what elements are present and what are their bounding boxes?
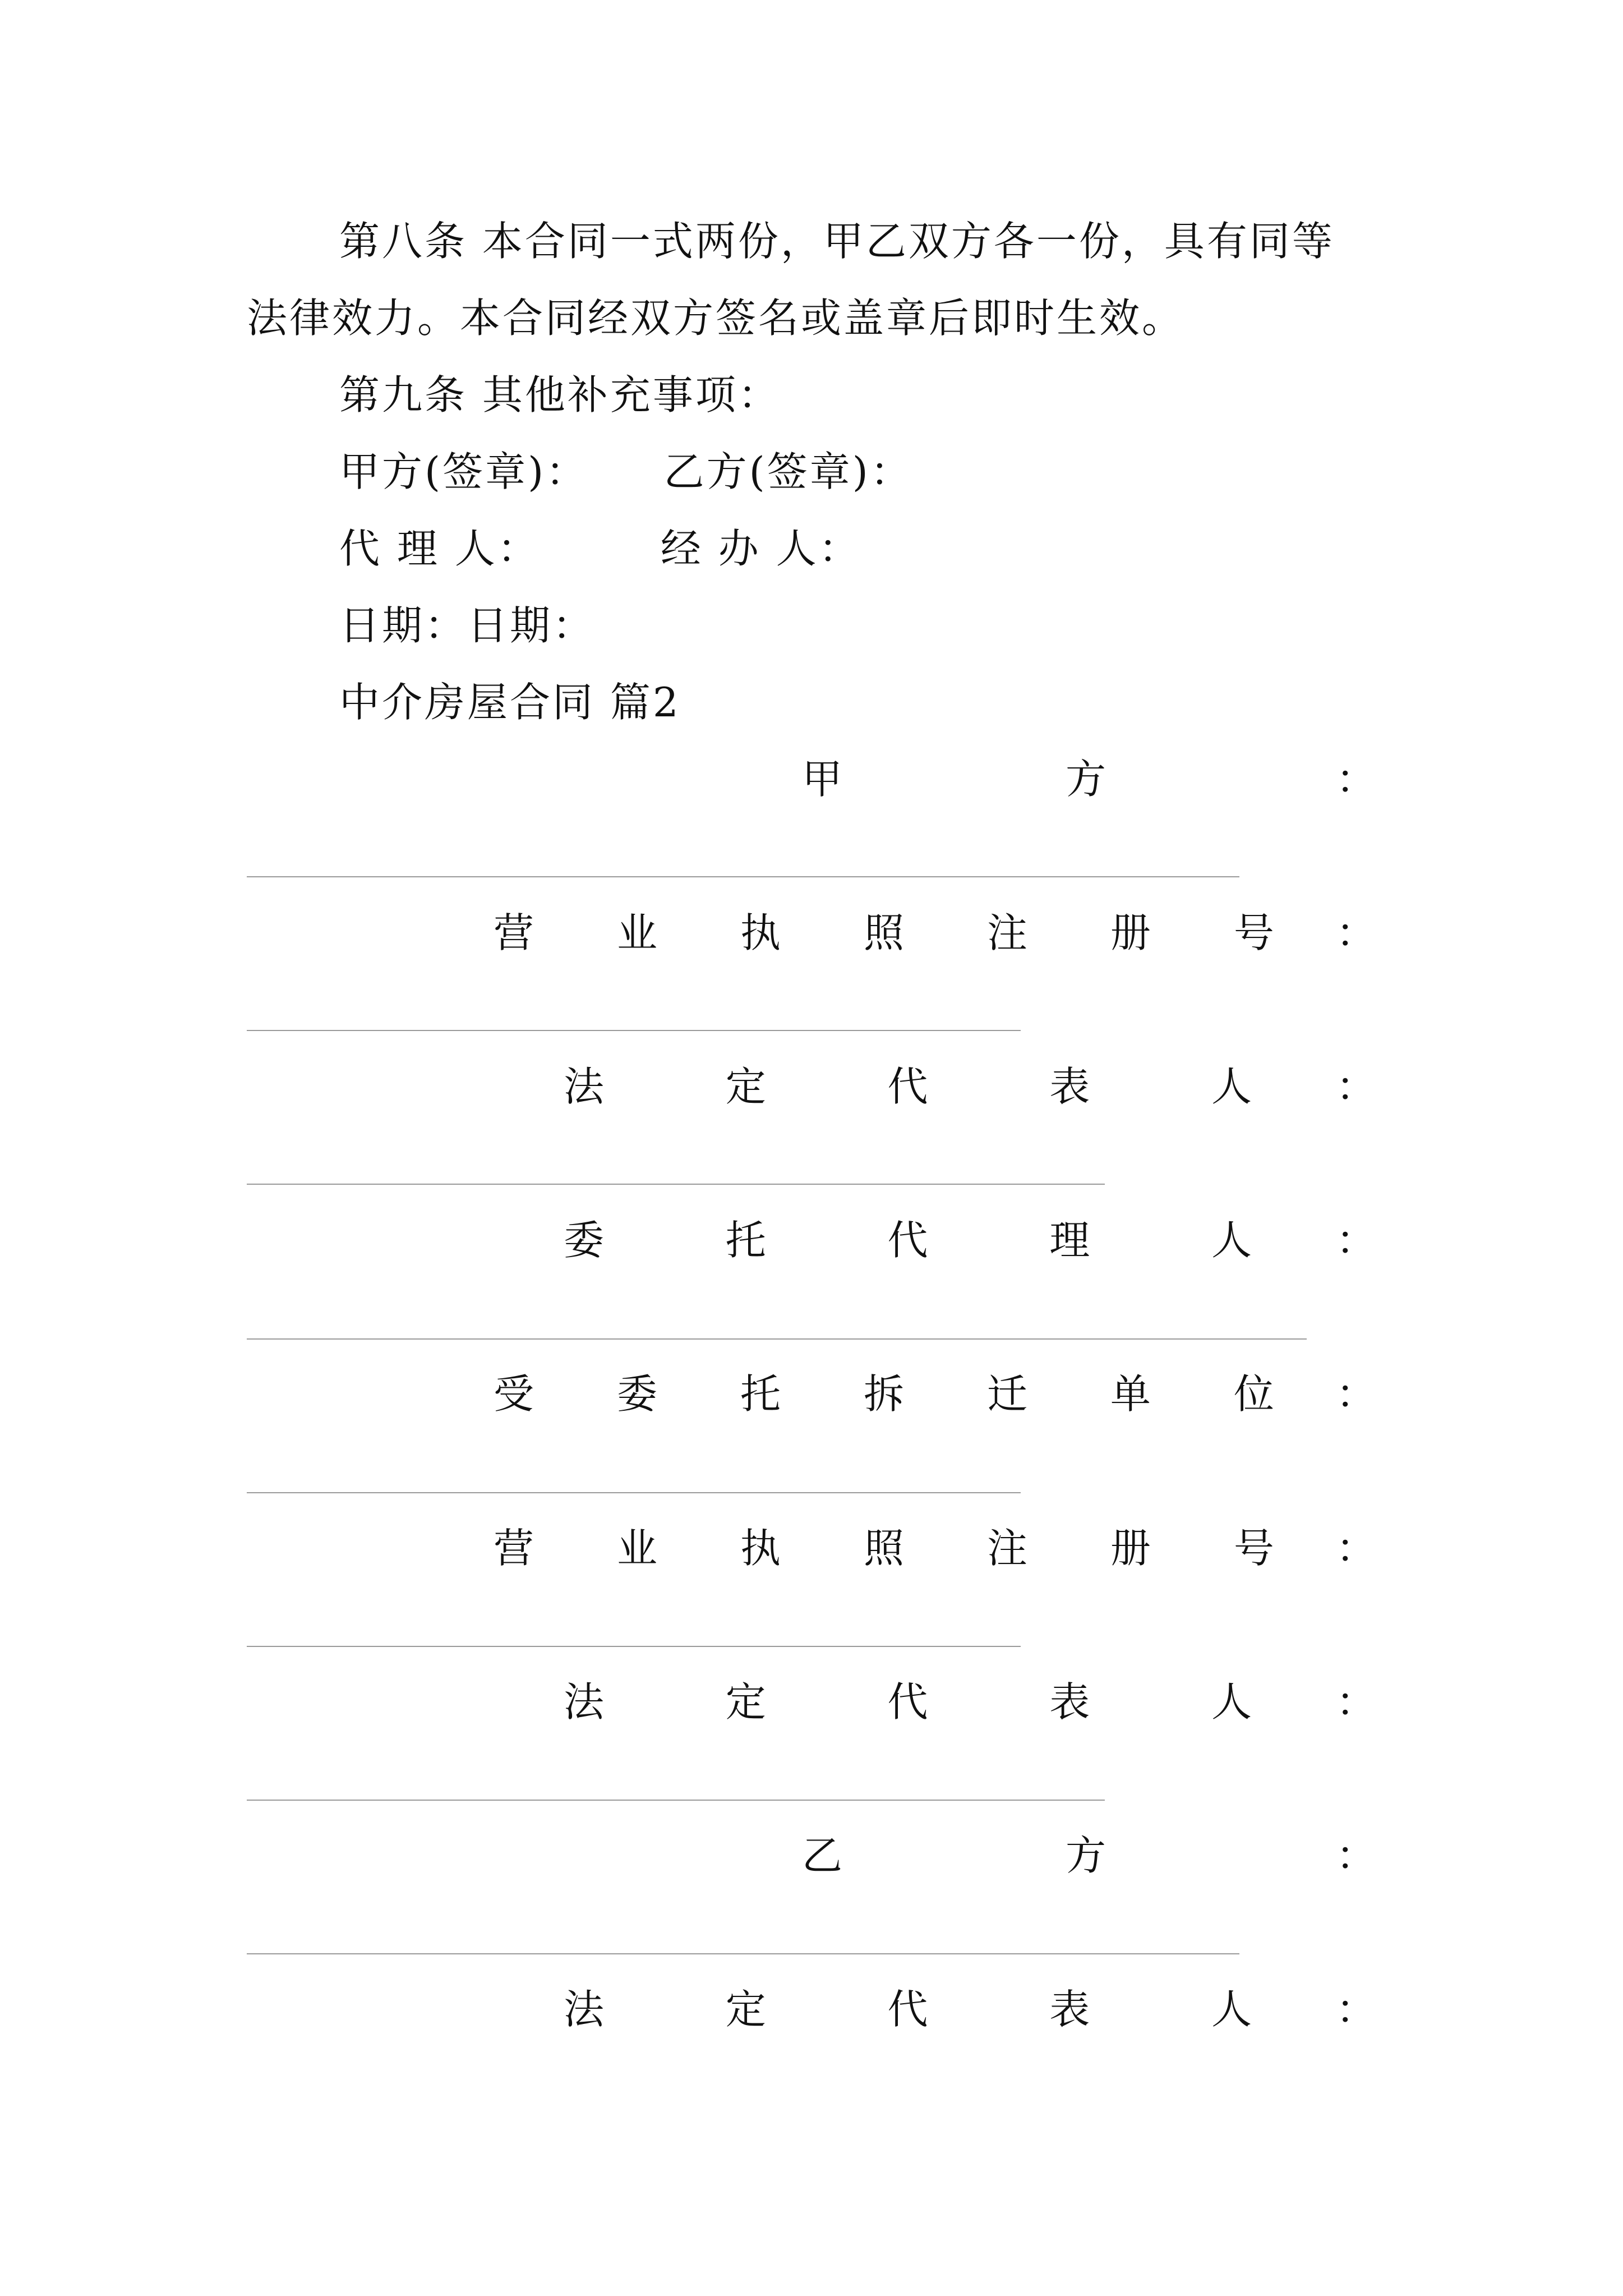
field-char: 表 xyxy=(1049,1063,1090,1110)
field-char: 册 xyxy=(1110,909,1151,956)
field-colon: ： xyxy=(1336,1678,1377,1726)
field-char: 法 xyxy=(564,1986,605,2033)
agent-line: 代 理 人： 经 办 人： xyxy=(339,525,861,572)
field-char: 业 xyxy=(616,909,657,956)
field-char: 人 xyxy=(1211,1986,1252,2033)
field-char: 托 xyxy=(725,1217,766,1264)
fill-in-blank-line xyxy=(247,1184,1105,1185)
field-char: 拆 xyxy=(863,1370,904,1418)
field-char: 代 xyxy=(887,1678,928,1726)
field-party-b xyxy=(247,1830,1376,1881)
field-char: 方 xyxy=(1065,1832,1106,1879)
field-char: 营 xyxy=(494,1525,534,1572)
fill-in-blank-line xyxy=(247,1953,1239,1954)
field-business-license-no xyxy=(247,908,1376,958)
field-char: 照 xyxy=(863,1525,904,1572)
field-char: 定 xyxy=(725,1986,766,2033)
article-9: 第九条 其他补充事项： xyxy=(339,371,781,418)
field-colon: ： xyxy=(1336,1986,1377,2033)
field-char: 人 xyxy=(1211,1678,1252,1726)
field-party-a xyxy=(247,754,1376,804)
field-char: 托 xyxy=(740,1370,781,1418)
field-char: 理 xyxy=(1049,1217,1090,1264)
field-char: 定 xyxy=(725,1678,766,1726)
field-colon: ： xyxy=(1336,1832,1377,1879)
field-char: 代 xyxy=(887,1986,928,2033)
field-char: 位 xyxy=(1233,1370,1274,1418)
fill-in-blank-line xyxy=(247,1492,1021,1493)
field-char: 委 xyxy=(616,1370,657,1418)
field-char: 人 xyxy=(1211,1217,1252,1264)
section-heading: 中介房屋合同 篇2 xyxy=(339,679,681,726)
field-legal-representative xyxy=(247,1061,1376,1112)
fill-in-blank-line xyxy=(247,1646,1021,1647)
field-colon: ： xyxy=(1336,1063,1377,1110)
field-colon: ： xyxy=(1336,756,1377,803)
field-business-license-no xyxy=(247,1523,1376,1573)
field-char: 委 xyxy=(564,1217,605,1264)
field-legal-representative xyxy=(247,1677,1376,1727)
field-char: 注 xyxy=(986,1525,1027,1572)
field-char: 法 xyxy=(564,1063,605,1110)
fill-in-blank-line xyxy=(247,876,1239,877)
field-char: 号 xyxy=(1233,909,1274,956)
field-char: 人 xyxy=(1211,1063,1252,1110)
article-8-line-2: 法律效力。本合同经双方签名或盖章后即时生效。 xyxy=(247,295,1185,342)
field-char: 代 xyxy=(887,1217,928,1264)
field-colon: ： xyxy=(1336,1217,1377,1264)
field-char: 甲 xyxy=(802,756,843,803)
field-authorized-agent xyxy=(247,1215,1376,1266)
field-char: 执 xyxy=(740,1525,781,1572)
field-colon: ： xyxy=(1336,1370,1377,1418)
article-8-line-1: 第八条 本合同一式两份，甲乙双方各一份，具有同等 xyxy=(339,218,1335,265)
field-char: 迁 xyxy=(986,1370,1027,1418)
fill-in-blank-line xyxy=(247,1800,1105,1801)
field-char: 业 xyxy=(616,1525,657,1572)
field-colon: ： xyxy=(1336,909,1377,956)
field-char: 号 xyxy=(1233,1525,1274,1572)
signature-line: 甲方(签章)： 乙方(签章)： xyxy=(339,448,913,495)
field-char: 乙 xyxy=(802,1832,843,1879)
field-legal-representative xyxy=(247,1984,1376,2035)
fill-in-blank-line xyxy=(247,1030,1021,1031)
field-commissioned-demolition-unit xyxy=(247,1369,1376,1419)
field-char: 营 xyxy=(494,909,534,956)
field-char: 注 xyxy=(986,909,1027,956)
field-char: 方 xyxy=(1065,756,1106,803)
field-char: 执 xyxy=(740,909,781,956)
field-char: 受 xyxy=(494,1370,534,1418)
fill-in-blank-line xyxy=(247,1338,1307,1340)
field-char: 定 xyxy=(725,1063,766,1110)
field-char: 法 xyxy=(564,1678,605,1726)
field-char: 册 xyxy=(1110,1525,1151,1572)
field-char: 代 xyxy=(887,1063,928,1110)
field-char: 照 xyxy=(863,909,904,956)
field-char: 表 xyxy=(1049,1678,1090,1726)
date-line: 日期：日期： xyxy=(339,602,596,649)
field-char: 表 xyxy=(1049,1986,1090,2033)
field-char: 单 xyxy=(1110,1370,1151,1418)
field-colon: ： xyxy=(1336,1525,1377,1572)
